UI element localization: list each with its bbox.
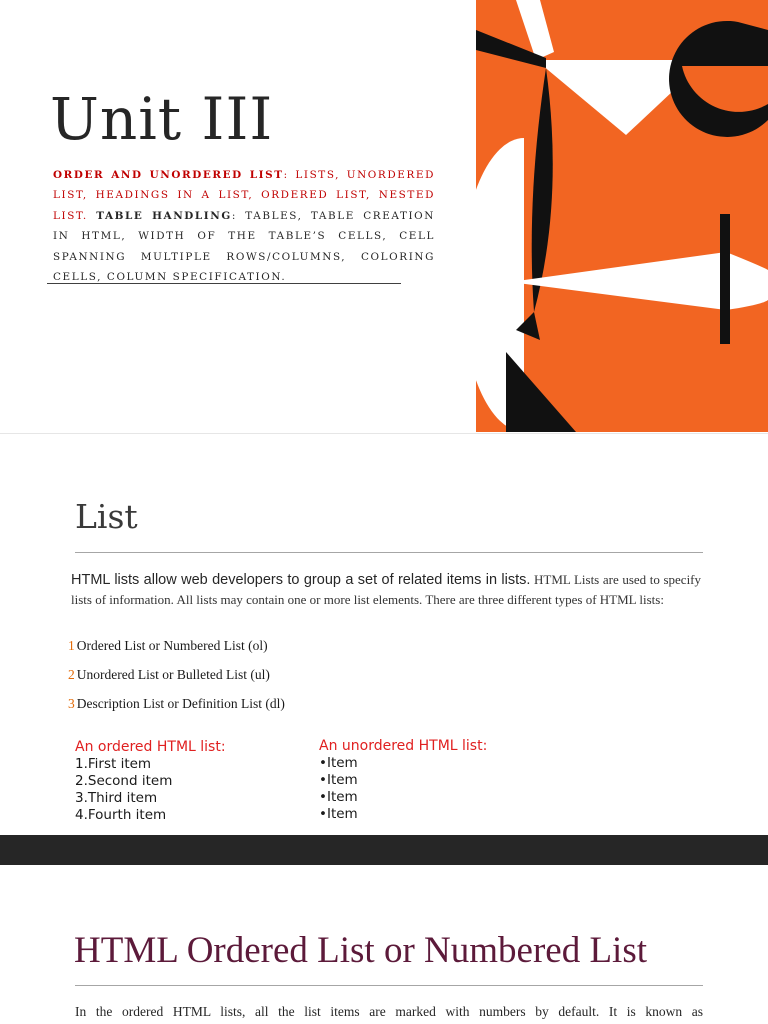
art-black-bar [720,214,730,344]
intro-serif-text: HTML Lists are used to specify lists of information. All lists may contain one or more list elements. There are three different types of HTML lists: [71,572,702,607]
list-type-item [68,696,285,712]
ordered-list-item: 1.First item [75,756,152,772]
ordered-list-item: 4.Fourth item [75,807,167,823]
list-type-number: 3 [68,696,75,711]
ordered-list-heading: An ordered HTML list: [75,739,226,755]
ordered-list-item: 2.Second item [75,773,173,789]
title-underline [47,283,401,284]
unordered-list-item: •Item [319,772,358,788]
unit-description [53,165,435,287]
list-title-rule [75,552,703,553]
list-type-number: 1 [68,638,75,653]
desc-heading-table-handling: TABLE HANDLING [96,209,232,222]
desc-table-topics: : TABLES, TABLE CREATION IN HTML, WIDTH OF THE TABLE’S CELLS, CELL SPANNING MULTIPLE ROWS/COLUMNS, COLORING CELLS, COLUMN SPECIFICATION. [53,209,435,284]
unordered-list-heading: An unordered HTML list: [319,738,488,754]
desc-order-list-topics: : LISTS, UNORDERED LIST, HEADINGS IN A LIST, ORDERED LIST, NESTED LIST. [53,169,436,222]
list-type-label: Description List or Definition List (dl) [76,696,285,711]
ordered-list-body-text: In the ordered HTML lists, all the list items are marked with numbers by default. It is known as [75,1004,703,1019]
ordered-list-slide-title: HTML Ordered List or Numbered List [74,930,648,971]
ordered-list-example [75,739,226,824]
list-type-label: Unordered List or Bulleted List (ul) [76,667,270,682]
title-slide [0,0,768,432]
ordered-list-slide [0,865,768,1024]
ordered-list-title-rule [75,985,703,986]
unit-title: Unit III [50,85,274,153]
unordered-list-item: •Item [319,755,358,771]
unordered-list-item: •Item [319,789,358,805]
slide-separator-band [0,835,768,865]
list-type-label: Ordered List or Numbered List (ol) [76,638,268,653]
intro-sans-text: HTML lists allow web developers to group a set of related items in lists. [71,572,531,588]
list-type-item [68,667,270,683]
unordered-list-item: •Item [319,806,358,822]
list-type-item [68,638,268,654]
desc-heading-order-list: ORDER AND UNORDERED LIST [53,169,284,181]
list-slide [0,433,768,836]
abstract-artwork [476,0,768,432]
unordered-list-example [319,738,487,823]
list-type-number: 2 [68,667,75,682]
list-slide-title: List [75,497,138,536]
list-intro-paragraph [71,570,701,609]
ordered-list-item: 3.Third item [75,790,158,806]
